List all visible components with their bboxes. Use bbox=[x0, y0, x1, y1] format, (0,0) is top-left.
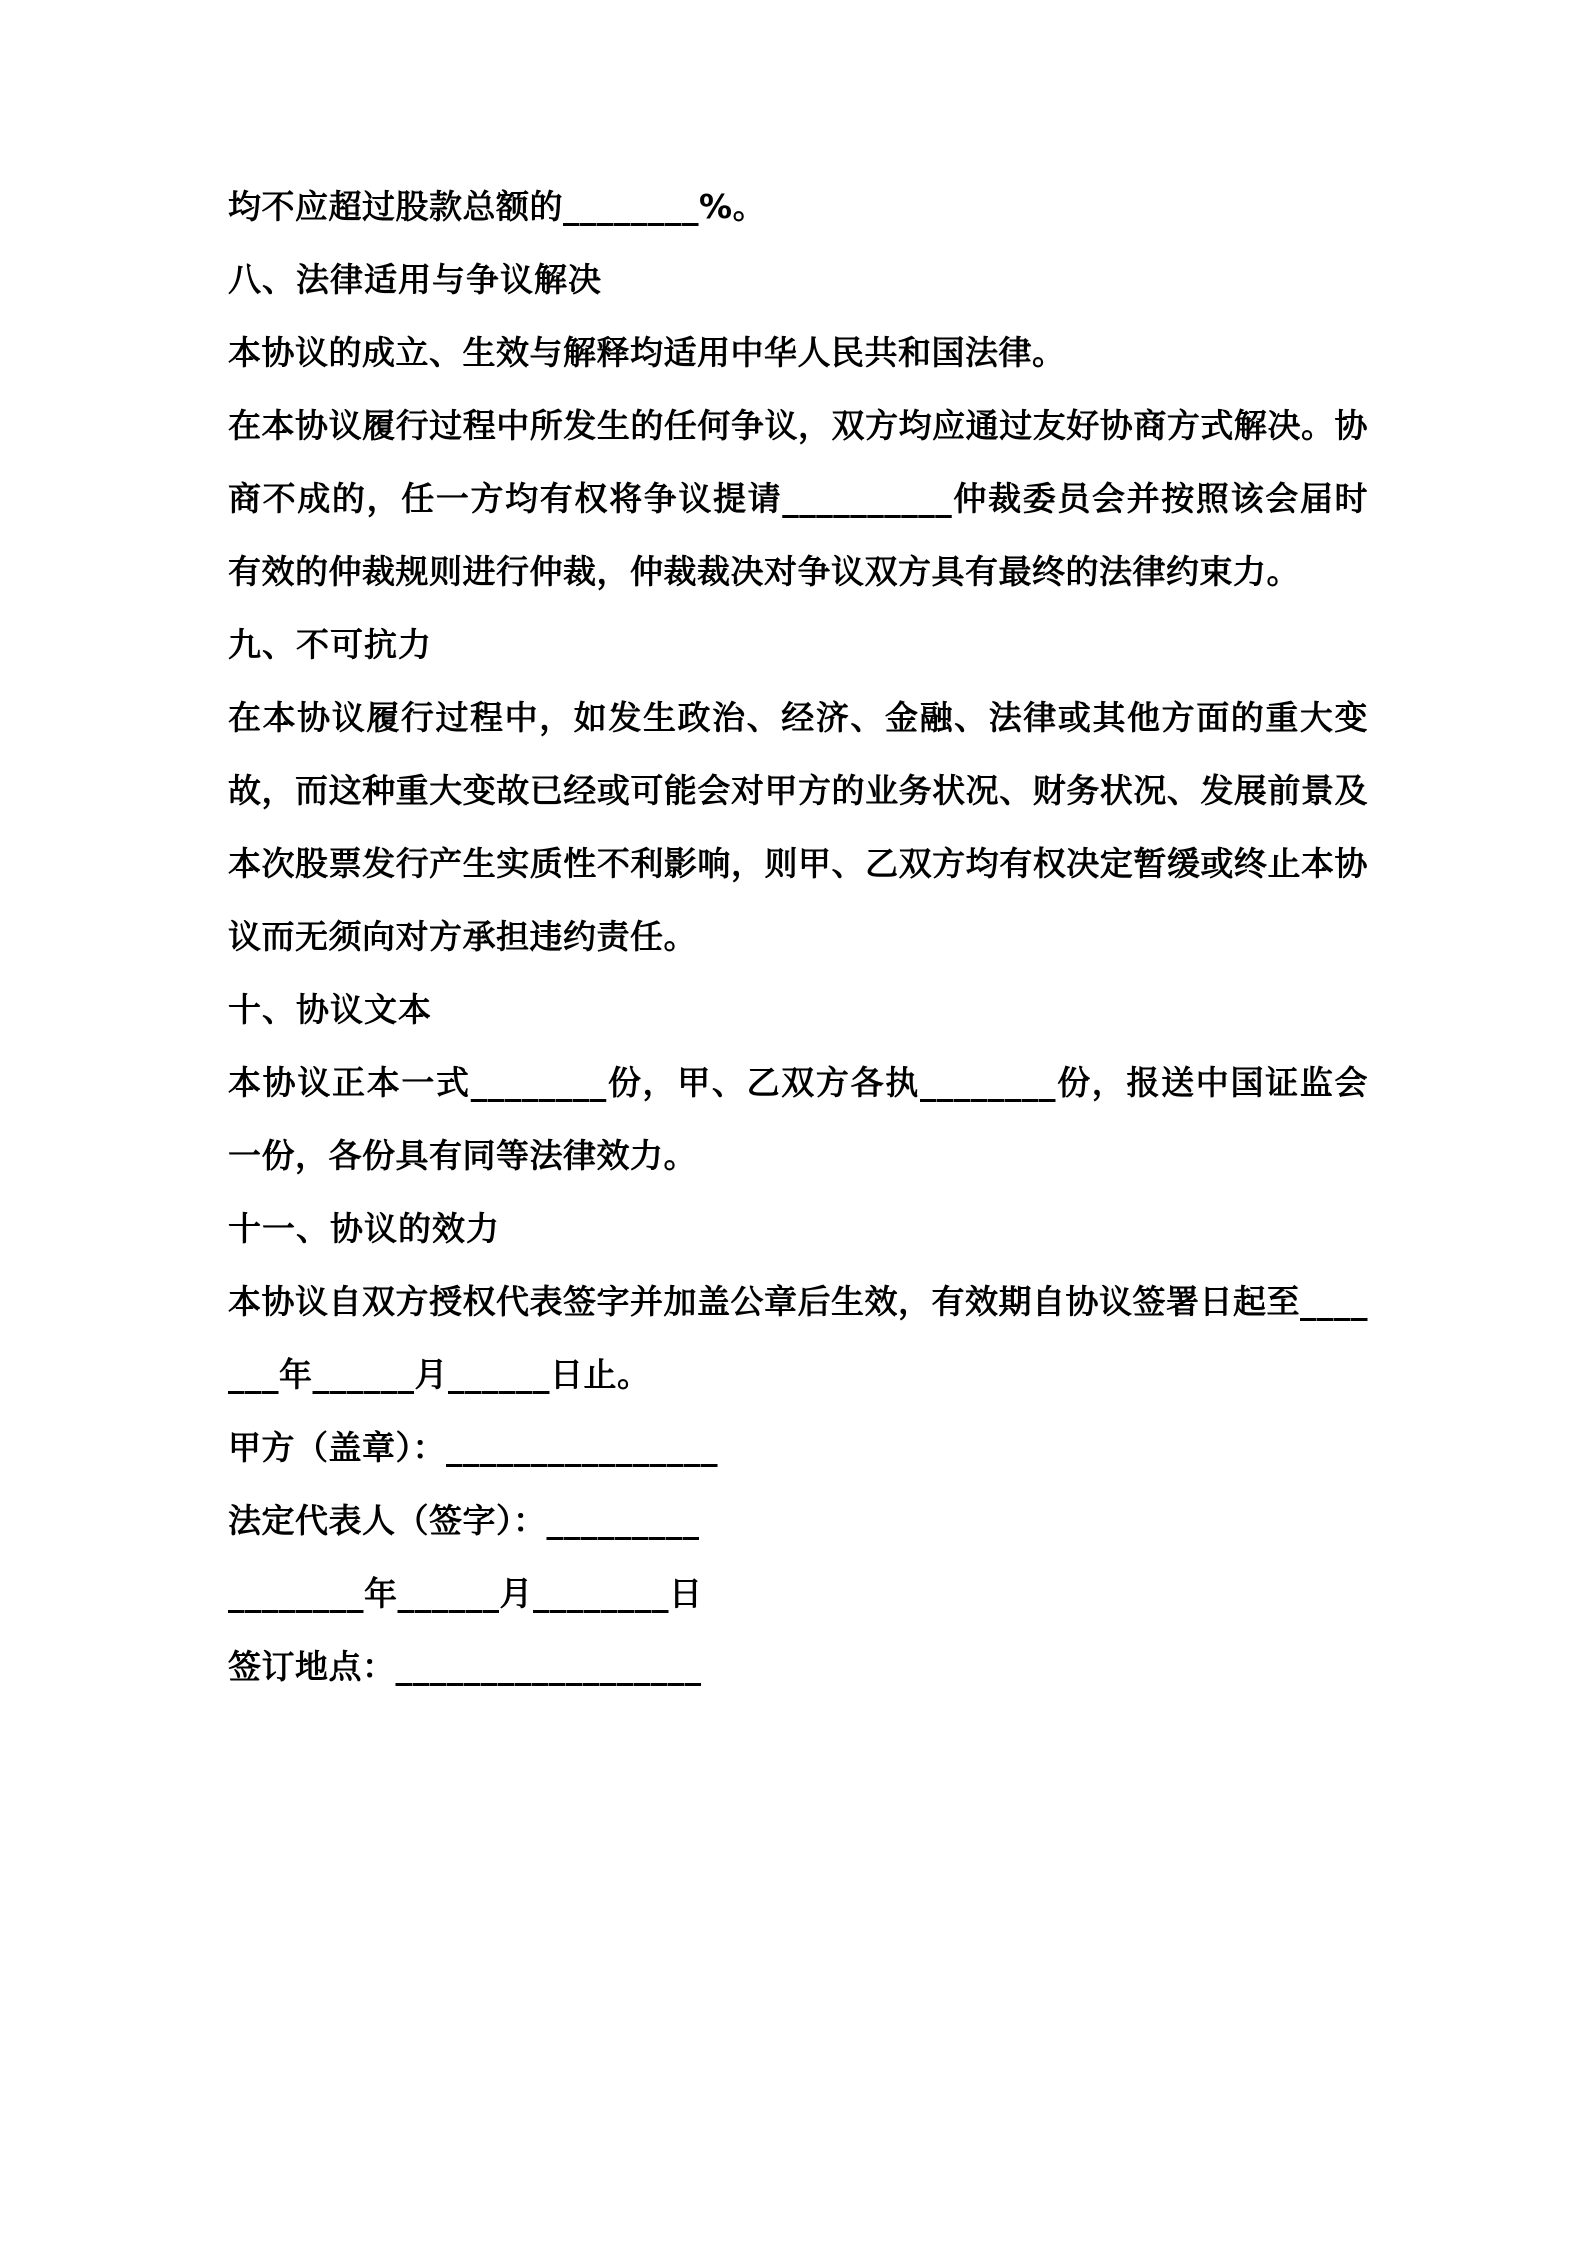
signature-party-a-seal: 甲方（盖章）：________________ bbox=[228, 1428, 718, 1467]
heading-section-nine: 九、不可抗力 bbox=[228, 625, 432, 664]
heading-section-ten: 十、协议文本 bbox=[228, 990, 432, 1029]
heading-section-eight: 八、法律适用与争议解决 bbox=[228, 260, 602, 299]
signature-date: ________年______月________日 bbox=[228, 1574, 703, 1613]
paragraph-effectiveness: 本协议自双方授权代表签字并加盖公章后生效，有效期自协议签署日起至_______年______月______日止。 bbox=[228, 1282, 1368, 1394]
document-body bbox=[228, 170, 1368, 1703]
signature-place: 签订地点：__________________ bbox=[228, 1647, 702, 1686]
paragraph-force-majeure: 在本协议履行过程中，如发生政治、经济、金融、法律或其他方面的重大变故，而这种重大变故已经或可能会对甲方的业务状况、财务状况、发展前景及本次股票发行产生实质性不利影响，则甲、乙双方均有权决定暂缓或终止本协议而无须向对方承担违约责任。 bbox=[228, 698, 1368, 956]
paragraph-copies: 本协议正本一式________份，甲、乙双方各执________份，报送中国证监会一份，各份具有同等法律效力。 bbox=[228, 1063, 1368, 1175]
heading-section-eleven: 十一、协议的效力 bbox=[228, 1209, 500, 1248]
signature-legal-representative: 法定代表人（签字）：_________ bbox=[228, 1501, 700, 1540]
paragraph-dispute-resolution: 在本协议履行过程中所发生的任何争议，双方均应通过友好协商方式解决。协商不成的，任一方均有权将争议提请__________仲裁委员会并按照该会届时有效的仲裁规则进行仲裁，仲裁裁决对争议双方具有最终的法律约束力。 bbox=[228, 406, 1368, 591]
paragraph-share-total-limit: 均不应超过股款总额的________%。 bbox=[228, 187, 767, 226]
paragraph-governing-law: 本协议的成立、生效与解释均适用中华人民共和国法律。 bbox=[228, 333, 1066, 372]
